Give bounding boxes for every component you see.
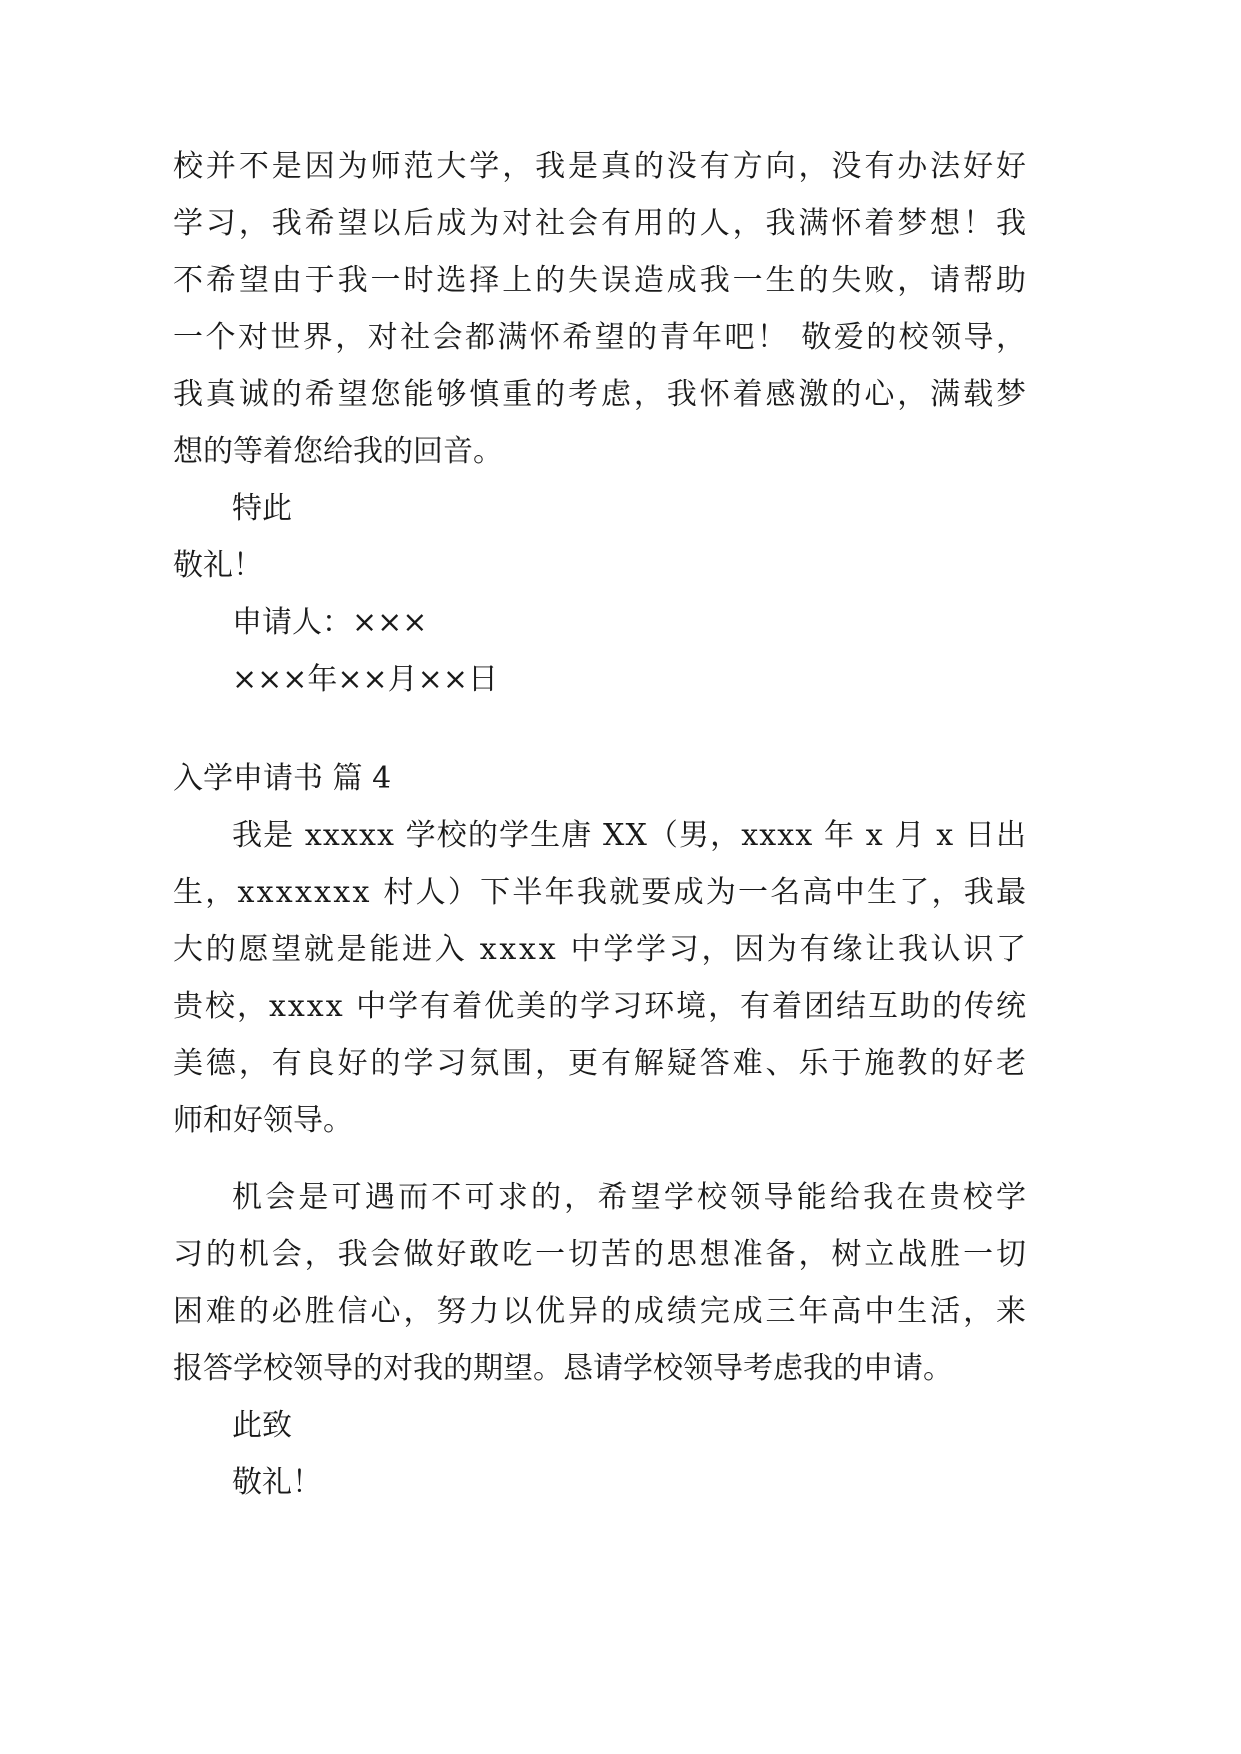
- closing-text: 特此: [232, 491, 292, 526]
- text-line: 报答学校领导的对我的期望。恳请学校领导考虑我的申请。: [173, 1351, 953, 1386]
- text-line: 困难的必胜信心，努力以优异的成绩完成三年高中生活，来: [173, 1294, 1029, 1329]
- closing-salutation: 敬礼！: [173, 548, 263, 583]
- text-line: 不希望由于我一时选择上的失误造成我一生的失败，请帮助: [173, 263, 1029, 298]
- signature-date: ×××年××月××日: [232, 662, 498, 697]
- closing-salutation: 敬礼！: [232, 1465, 322, 1500]
- text-line: 校并不是因为师范大学，我是真的没有方向，没有办法好好: [173, 149, 1029, 184]
- text-line: 师和好领导。: [173, 1103, 353, 1138]
- text-line: 贵校，xxxx 中学有着优美的学习环境，有着团结互助的传统: [173, 989, 1028, 1024]
- text-line: 一个对世界，对社会都满怀希望的青年吧！ 敬爱的校领导，: [173, 320, 1029, 355]
- text-line: 美德，有良好的学习氛围，更有解疑答难、乐于施教的好老: [173, 1046, 1029, 1081]
- text-line: 机会是可遇而不可求的，希望学校领导能给我在贵校学: [232, 1180, 1030, 1215]
- text-line: 我真诚的希望您能够慎重的考虑，我怀着感激的心，满载梦: [173, 377, 1029, 412]
- text-line: 学习，我希望以后成为对社会有用的人，我满怀着梦想！我: [173, 206, 1029, 241]
- text-line: 习的机会，我会做好敢吃一切苦的思想准备，树立战胜一切: [173, 1237, 1029, 1272]
- closing-text: 此致: [232, 1408, 292, 1443]
- text-line: 想的等着您给我的回音。: [173, 434, 503, 469]
- applicant-signature: 申请人：×××: [232, 605, 428, 640]
- text-line: 大的愿望就是能进入 xxxx 中学学习，因为有缘让我认识了: [173, 932, 1029, 967]
- text-line: 我是 xxxxx 学校的学生唐 XX（男，xxxx 年 x 月 x 日出: [232, 818, 1028, 853]
- text-line: 生，xxxxxxx 村人）下半年我就要成为一名高中生了，我最: [173, 875, 1029, 910]
- section-heading: 入学申请书 篇 4: [173, 761, 392, 796]
